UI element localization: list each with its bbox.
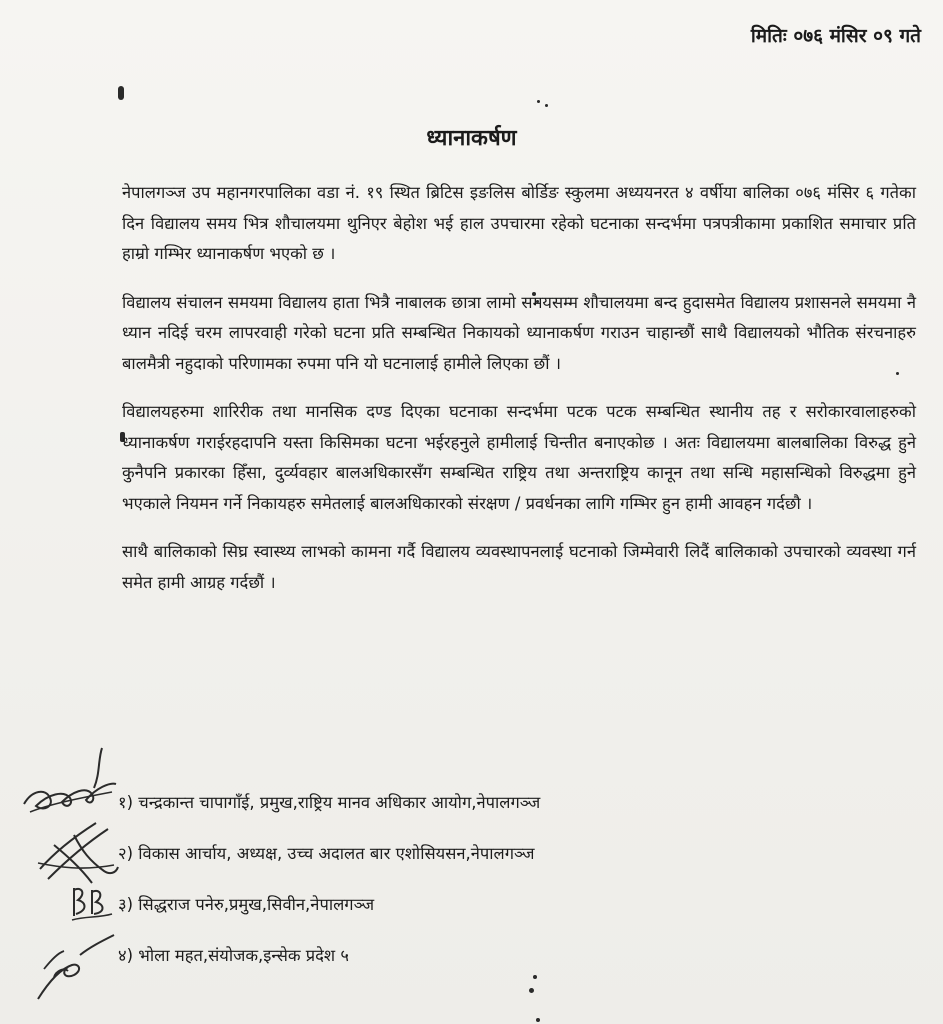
- signature-1: [20, 740, 120, 820]
- scan-speck: [118, 86, 124, 100]
- document-title: ध्यानाकर्षण: [426, 126, 517, 151]
- signature-4: [30, 925, 120, 1005]
- paragraph-4: साथै बालिकाको सिघ्र स्वास्थ्य लाभको कामना गर्दै विद्यालय व्यवस्थापनलाई घटनाको जिम्मेवारी लिदैं बालिकाको उपचारको व्यवस्था गर्न समेत हामी आग्रह गर्दछौं ।: [122, 542, 916, 592]
- document-body: [122, 178, 916, 616]
- scan-speck: [537, 100, 540, 103]
- signatory-4: ४) भोला महत,संयोजक,इन्सेक प्रदेश ५: [118, 946, 349, 965]
- signatory-3: ३) सिद्धराज पनेरु,प्रमुख,सिवीन,नेपालगञ्ज: [118, 895, 375, 914]
- signature-2: [34, 815, 124, 895]
- signatory-list: [118, 788, 540, 992]
- paragraph-2: विद्यालय संचालन समयमा विद्यालय हाता भित्रै नाबालक छात्रा लामो समयसम्म शौचालयमा बन्द हुदासमेत विद्यालय प्रशासनले समयमा नै ध्यान नदिई चरम लापरवाही गरेको घटना प्रति सम्बन्धित निकायको ध्यानाकर्षण गराउन चाहान्छौं साथै विद्यालयको भौतिक संरचनाहरु बालमैत्री नहुदाको परिणामका रुपमा पनि यो घटनालाई हामीले लिएका छौं ।: [122, 292, 916, 373]
- scan-speck: [536, 1018, 540, 1022]
- paragraph-3: विद्यालयहरुमा शारिरीक तथा मानसिक दण्ड दिएका घटनाका सन्दर्भमा पटक पटक सम्बन्धित स्थानीय तह र सरोकारवालाहरुको ध्यानाकर्षण गराईरहदापनि यस्ता किसिमका घटना भईरहनुले हामीलाई चिन्तीत बनाएकोछ । अतः विद्यालयमा बालबालिका विरुद्ध हुने कुनैपनि प्रकारका हिँसा, दुर्व्यवहार बालअधिकारसँग सम्बन्धित राष्ट्रिय तथा अन्तराष्ट्रिय कानून तथा सन्धि महासन्धिको विरुद्धमा हुने भएकाले नियमन गर्ने निकायहरु समेतलाई बालअधिकारको संरक्षण / प्रवर्धनका लागि गम्भिर हुन हामी आवहन गर्दछौ ।: [122, 402, 916, 513]
- date-line: मितिः ०७६ मंसिर ०९ गते: [750, 25, 921, 47]
- scan-speck: [545, 104, 548, 107]
- signatory-1: १) चन्द्रकान्त चापागाँई, प्रमुख,राष्ट्रिय मानव अधिकार आयोग,नेपालगञ्ज: [118, 793, 541, 812]
- paragraph-1: नेपालगञ्ज उप महानगरपालिका वडा नं. १९ स्थित ब्रिटिस इङलिस बोर्डिङ स्कुलमा अध्ययनरत ४ वर्षीया बालिका ०७६ मंसिर ६ गतेका दिन विद्यालय समय भित्र शौचालयमा थुनिएर बेहोश भई हाल उपचारमा रहेको घटनाका सन्दर्भमा पत्रपत्रीकामा प्रकाशित समाचार प्रति हाम्रो गम्भिर ध्यानाकर्षण भएको छ ।: [122, 183, 916, 263]
- signatory-2: २) विकास आर्चाय, अध्यक्ष, उच्च अदालत बार एशोसियसन,नेपालगञ्ज: [118, 844, 535, 863]
- signature-3: [68, 880, 118, 924]
